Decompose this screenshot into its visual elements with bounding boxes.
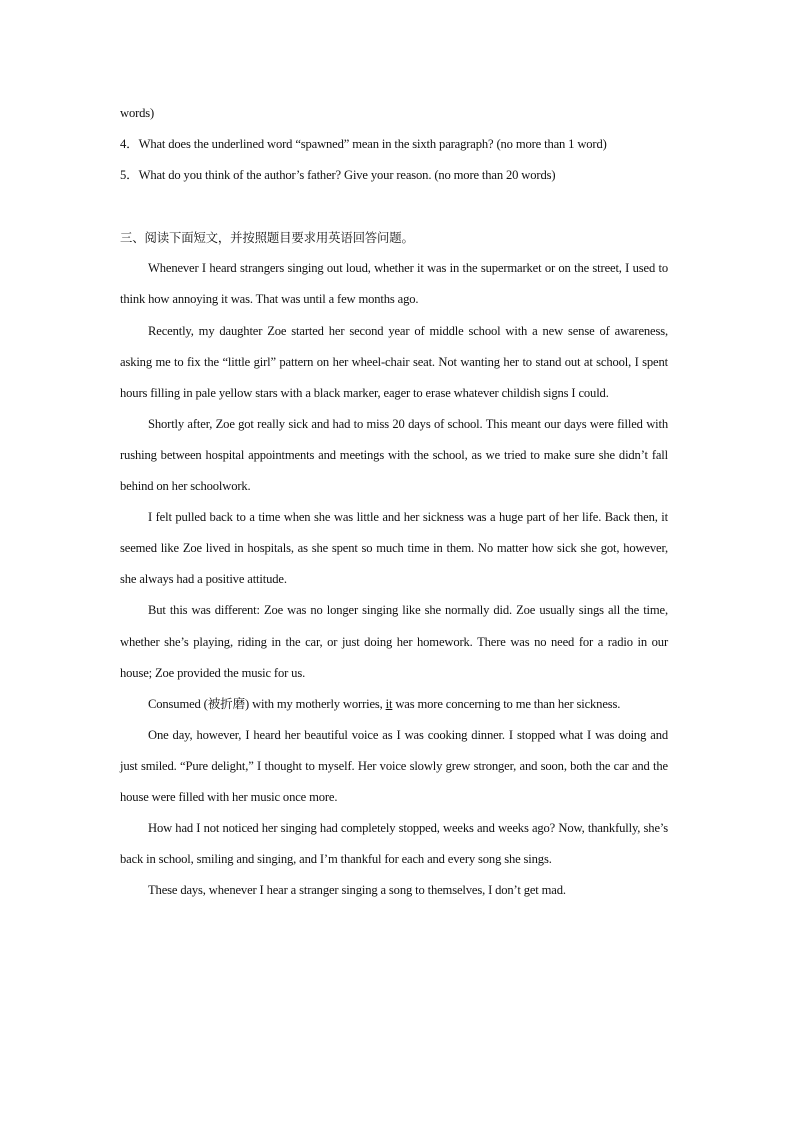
question-5	[120, 160, 668, 191]
passage-paragraph-3: Shortly after, Zoe got really sick and had to miss 20 days of school. This meant our days were filled with rushing between hospital appointments and meetings with the school, as we tried to make sure she didn’t fall behind on her schoolwork.	[120, 416, 668, 494]
passage-paragraph-4: I felt pulled back to a time when she was little and her sickness was a huge part of her life. Back then, it seemed like Zoe lived in hospitals, as she spent so much time in them. No matter how sick she got, however, she always had a positive attitude.	[120, 510, 668, 587]
question-5-number: 5．	[120, 168, 139, 183]
passage-paragraph-7: One day, however, I heard her beautiful voice as I was cooking dinner. I stopped what I was doing and just smiled. “Pure delight,” I thought to myself. Her voice slowly grew stronger, and soon, both the car and the house were filled with her music once more.	[120, 727, 668, 804]
passage-paragraph-8: How had I not noticed her singing had completely stopped, weeks and weeks ago? Now, thankfully, she’s back in school, smiling and singing, and I’m thankful for each and every song she sings.	[120, 821, 668, 867]
section-spacer	[120, 191, 668, 222]
paragraph-6-after: was more concerning to me than her sickness.	[392, 696, 621, 711]
passage-paragraph-2: Recently, my daughter Zoe started her second year of middle school with a new sense of awareness, asking me to fix the “little girl” pattern on her wheel-chair seat. Not wanting her to stand out at school, I spent hours filling in pale yellow stars with a black marker, eager to erase whatever childish signs I could.	[120, 323, 668, 400]
passage-paragraph-9: These days, whenever I hear a stranger singing a song to themselves, I don’t get mad.	[148, 883, 566, 898]
passage-paragraph-5: But this was different: Zoe was no longer singing like she normally did. Zoe usually sings all the time, whether she’s playing, riding in the car, or just doing her homework. There was no need for a radio in our house; Zoe provided the music for us.	[120, 603, 668, 680]
passage-paragraph-6	[120, 689, 668, 720]
page-content	[120, 98, 668, 906]
passage-paragraph-1: Whenever I heard strangers singing out loud, whether it was in the supermarket or on the street, I used to think how annoying it was. That was until a few months ago.	[120, 261, 668, 307]
question-3-continuation: words)	[120, 106, 155, 120]
section-3-title: 三、阅读下面短文，并按照题目要求用英语回答问题。	[120, 230, 414, 246]
question-5-text: What do you think of the author’s father? Give your reason. (no more than 20 words)	[138, 168, 556, 183]
underlined-word-it: it	[385, 696, 393, 711]
paragraph-6-before: Consumed (被折磨) with my motherly worries,	[148, 696, 386, 711]
question-4	[120, 129, 668, 160]
question-4-text: What does the underlined word “spawned” mean in the sixth paragraph? (no more than 1 word)	[138, 137, 607, 152]
question-4-number: 4．	[120, 137, 139, 152]
